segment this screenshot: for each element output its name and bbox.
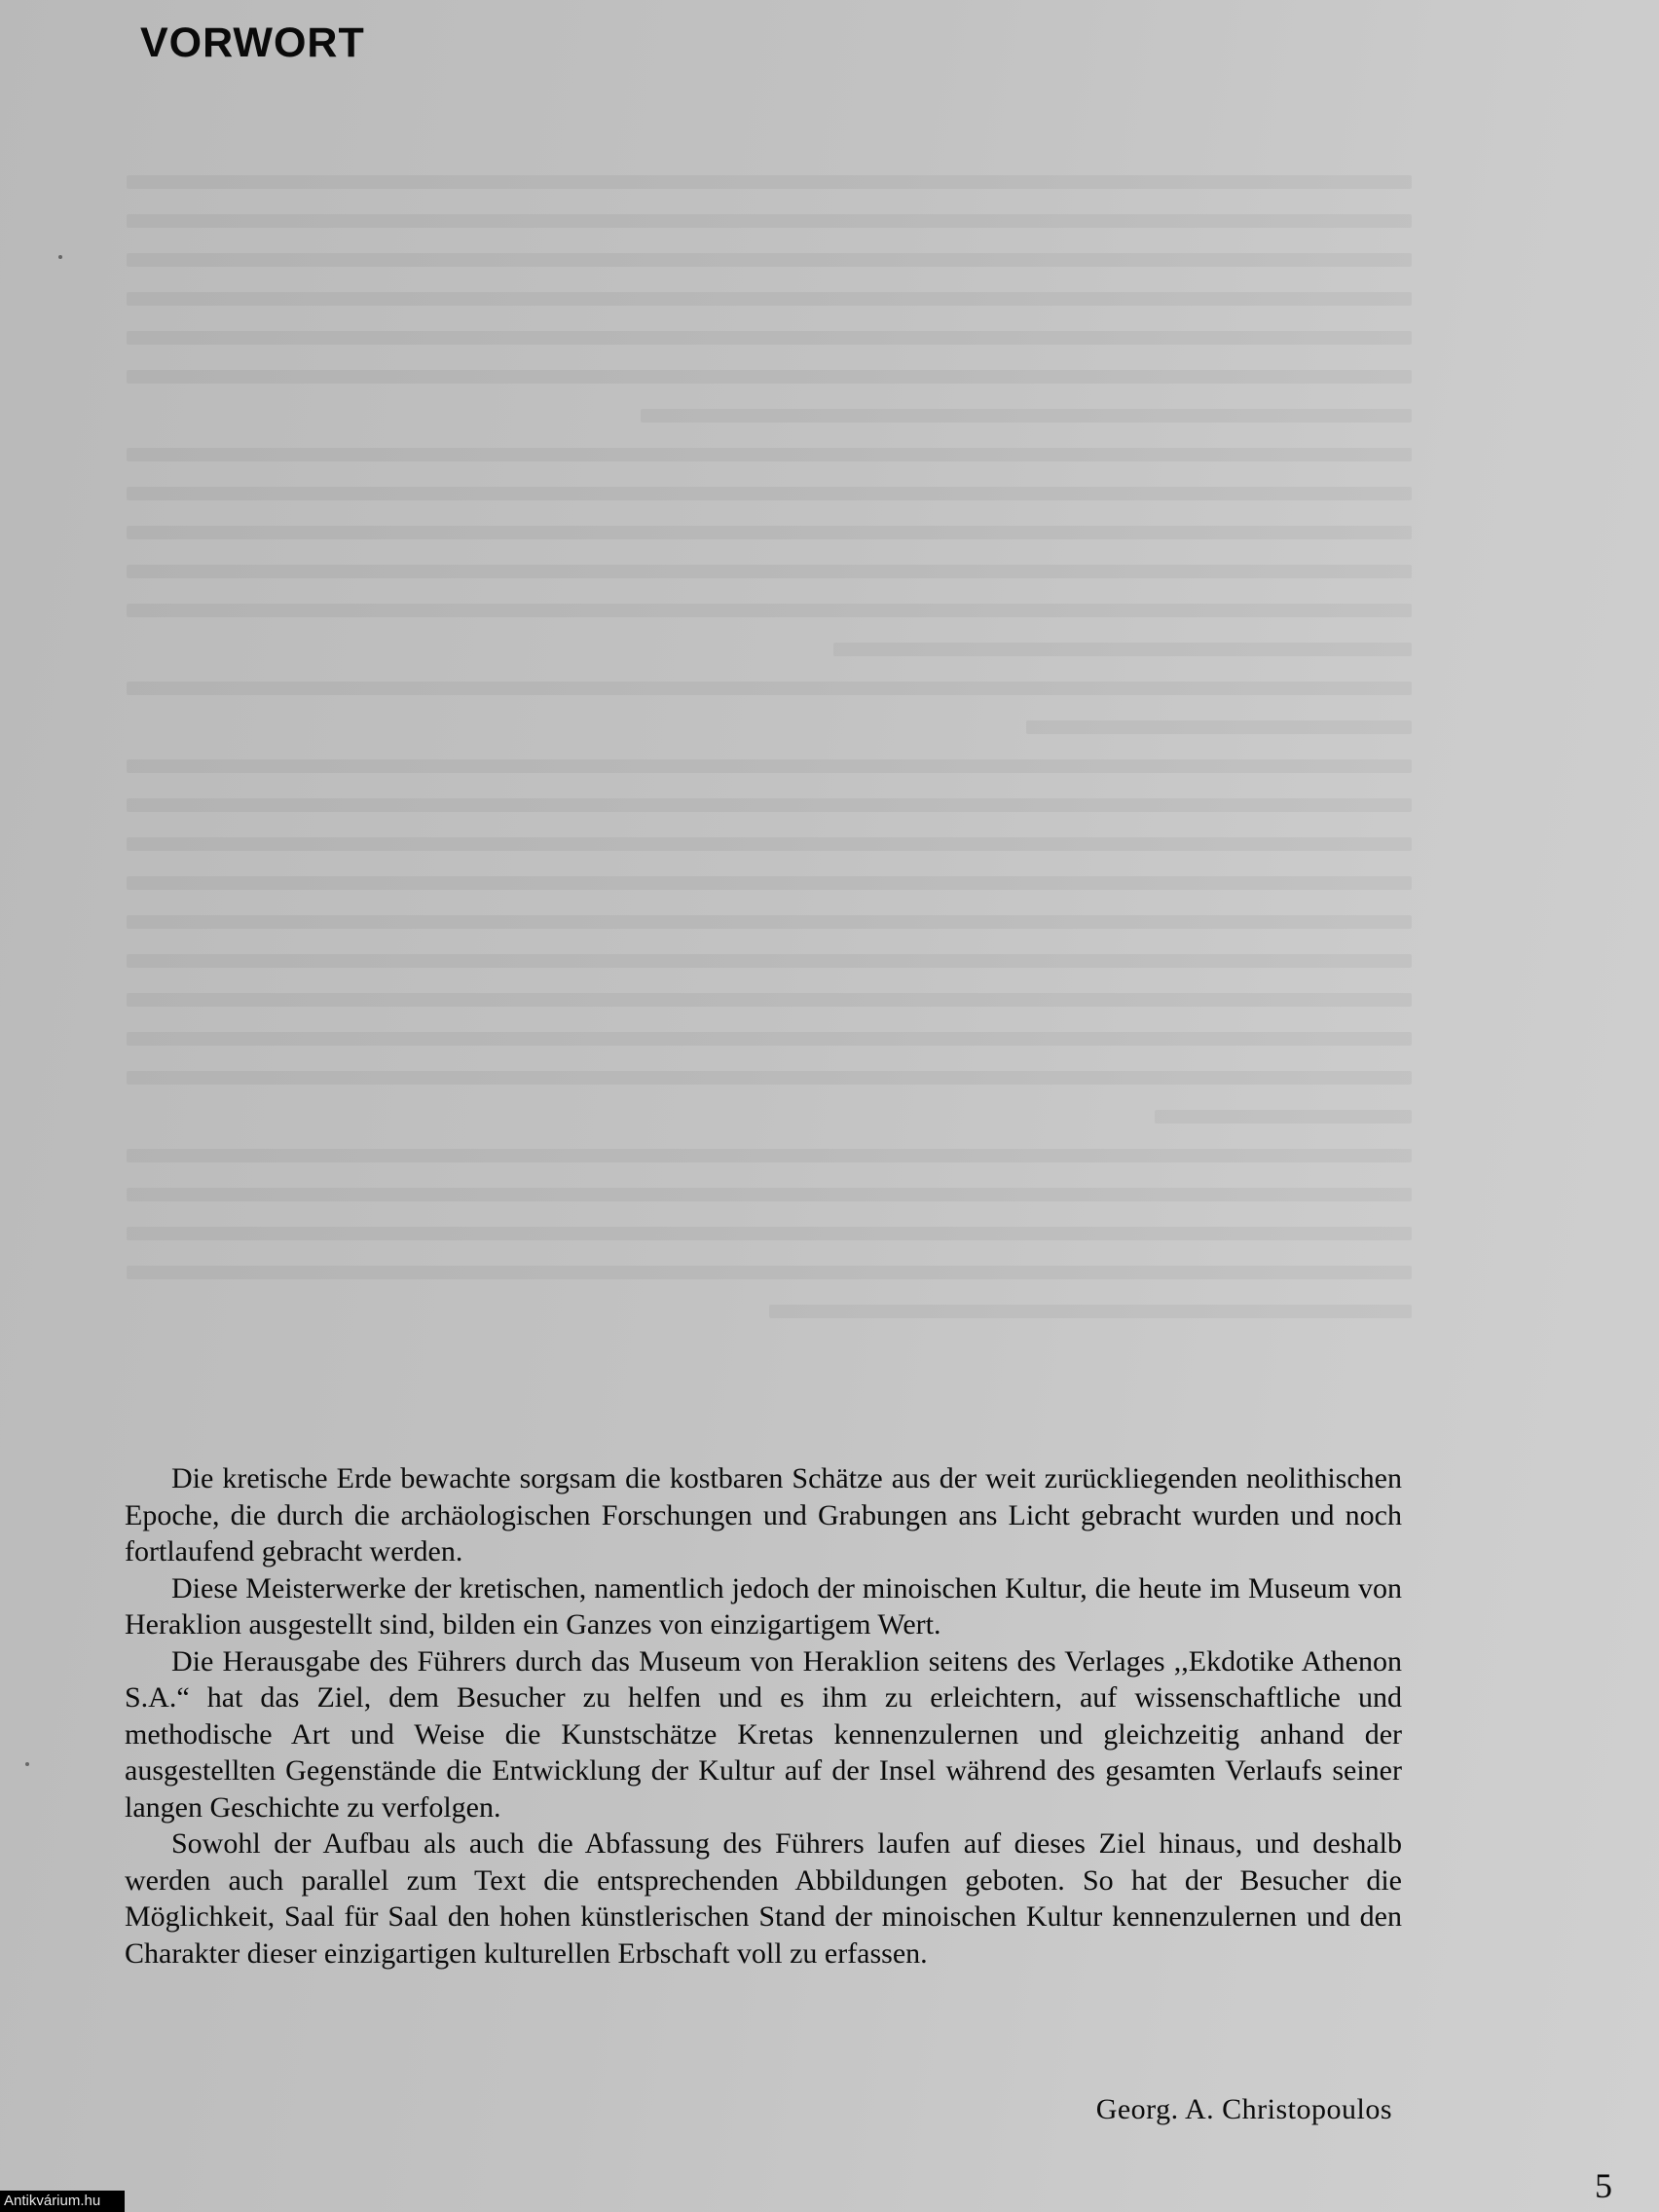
paragraph: Die kretische Erde bewachte sorgsam die kostbaren Schätze aus der weit zurückliegenden neolithischen Epoche, die durch die archäologischen Forschungen und Grabungen ans Licht gebracht wurden und noch fortlaufend gebracht werden. bbox=[125, 1462, 1402, 1567]
paper-speck bbox=[58, 255, 62, 259]
foreword-text bbox=[125, 1460, 1402, 1972]
page-number: 5 bbox=[1595, 2166, 1612, 2205]
paper-speck bbox=[25, 1762, 29, 1766]
author-signature: Georg. A. Christopoulos bbox=[1095, 2093, 1392, 2125]
paragraph: Sowohl der Aufbau als auch die Abfassung des Führers laufen auf dieses Ziel hinaus, und deshalb werden auch parallel zum Text die entsprechenden Abbildungen geboten. So hat der Besucher die Möglichkeit, Saal für Saal den hohen künstlerischen Stand der minoischen Kultur kennenzulernen und den Charakter dieser einzigartigen kulturellen Erbschaft voll zu erfassen. bbox=[125, 1827, 1402, 1970]
paragraph: Diese Meisterwerke der kretischen, namentlich jedoch der minoischen Kultur, die heute im Museum von Heraklion ausgestellt sind, bilden ein Ganzes von einzigartigem Wert. bbox=[125, 1571, 1402, 1641]
reverse-page-bleed-through bbox=[127, 175, 1412, 1344]
paragraph: Die Herausgabe des Führers durch das Museum von Heraklion seitens des Verlages ,,Ekdotike Athenon S.A.“ hat das Ziel, dem Besucher zu helfen und es ihm zu erleichtern, auf wissenschaftliche und methodische Art und Weise die Kunstschätze Kretas kennenzulernen und gleichzeitig anhand der ausgestellten Gegenstände die Entwicklung der Kultur auf der Insel während des gesamten Verlaufs seiner langen Geschichte zu verfolgen. bbox=[125, 1644, 1402, 1824]
watermark-label: Antikvárium.hu bbox=[0, 2191, 125, 2212]
page-title: VORWORT bbox=[140, 19, 365, 66]
